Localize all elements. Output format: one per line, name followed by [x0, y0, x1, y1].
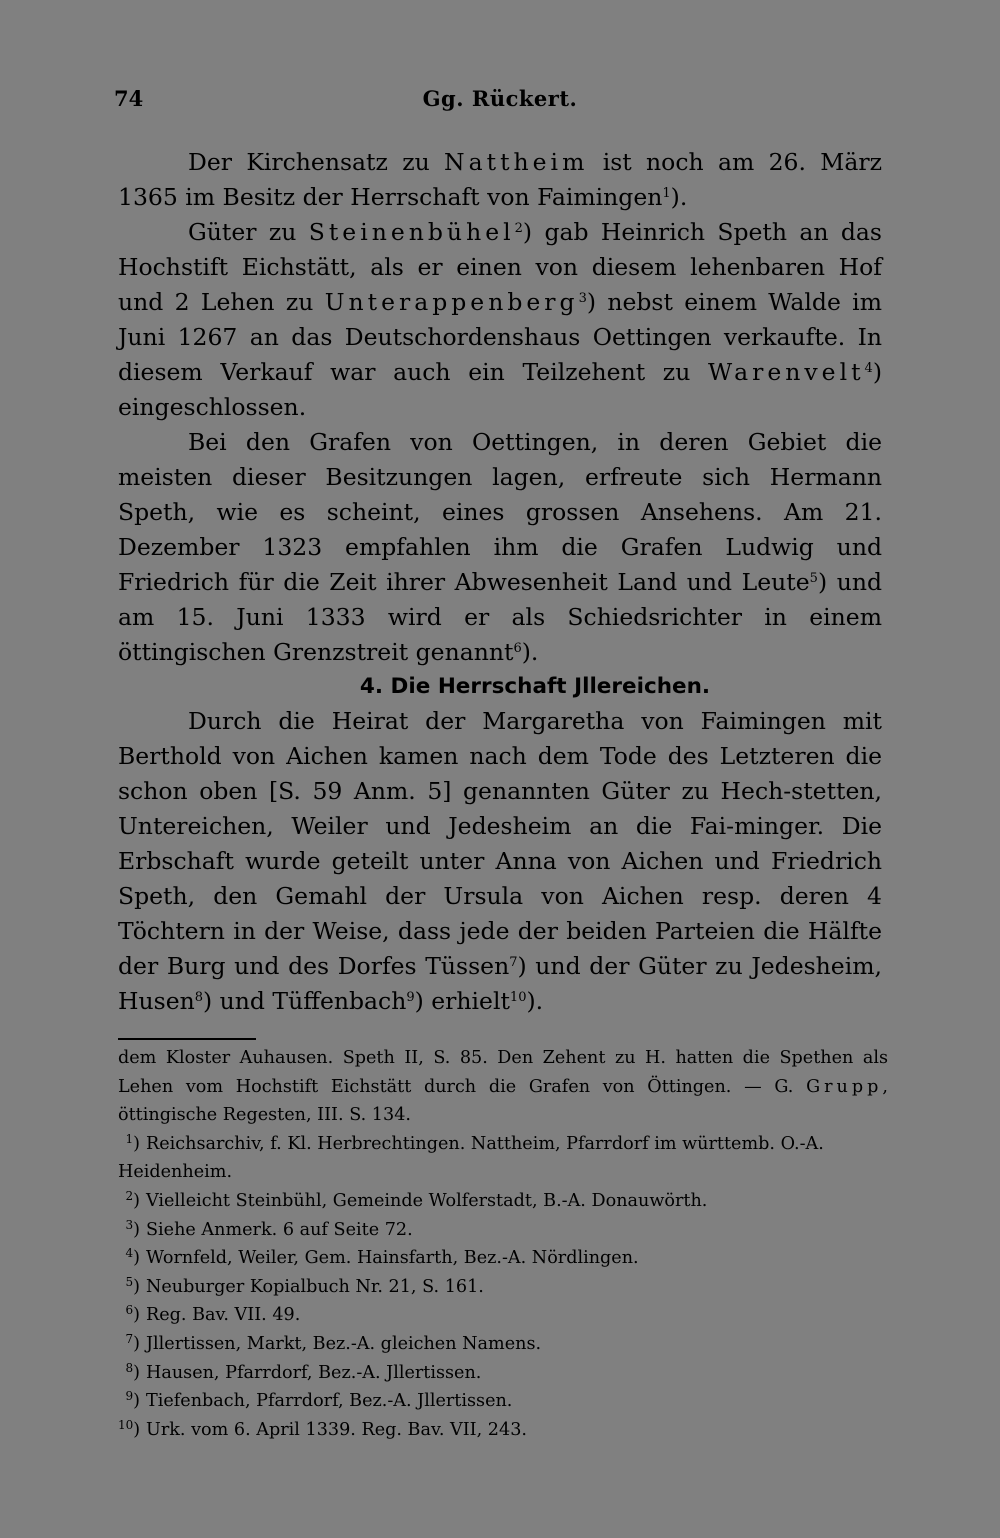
main-text: [118, 145, 882, 1019]
footnote: $^3$) Siehe Anmerk. 6 auf Seite 72.: [125, 1217, 413, 1240]
footnote-number: 8: [125, 1360, 134, 1375]
section-heading: 4. Die Herrschaft Jllereichen.: [359, 674, 711, 699]
footnote-number: 7: [125, 1331, 134, 1346]
footnote: $^8$) Hausen, Pfarrdorf, Bez.-A. Jllertissen.: [125, 1360, 482, 1383]
paragraph: Güter zu Steinenbühel$^2$) gab Heinrich Speth an das Hochstift Eichstätt, als er einen von diesem lehenbaren Hof und 2 Lehen zu Unterappenberg$^3$) nebst einem Walde im Juni 1267 an das Deutschordenshaus Oettingen verkaufte. In diesem Verkauf war auch ein Teilzehent zu Warenvelt$^4$) eingeschlossen.: [118, 218, 882, 421]
footnote-number: 3: [125, 1217, 134, 1232]
footnotes: [118, 1044, 888, 1444]
footnote-number: 4: [125, 1246, 134, 1261]
running-head: [114, 86, 882, 118]
footnote-ref: 9: [406, 990, 415, 1005]
place-name: Warenvelt: [708, 358, 865, 386]
place-name: Steinenbühel: [308, 218, 515, 246]
footnote: $^5$) Neuburger Kopialbuch Nr. 21, S. 161.: [125, 1274, 484, 1297]
running-head-author: Gg. Rückert.: [422, 86, 578, 111]
footnote: $^7$) Jllertissen, Markt, Bez.-A. gleichen Namens.: [125, 1331, 542, 1354]
footnote-ref: 7: [509, 955, 518, 970]
footnote-text: Neuburger Kopialbuch Nr. 21, S. 161.: [146, 1276, 484, 1297]
paragraph: Durch die Heirat der Margaretha von Faimingen mit Berthold von Aichen kamen nach dem Tode des Letzteren die schon oben [S. 59 Anm. 5] genannten Güter zu Hech-stetten, Untereichen, Weiler und Jedesheim an die Fai-minger. Die Erbschaft wurde geteilt unter Anna von Aichen und Friedrich Speth, den Gemahl der Ursula von Aichen resp. deren 4 Töchtern in der Weise, dass jede der beiden Parteien die Hälfte der Burg und des Dorfes Tüssen$^7$) und der Güter zu Jedesheim, Husen$^8$) und Tüffenbach$^9$) erhielt$^{10}$).: [118, 707, 882, 1015]
footnote-text: Jllertissen, Markt, Bez.-A. gleichen Namens.: [146, 1333, 542, 1354]
footnote-text: Tiefenbach, Pfarrdorf, Bez.-A. Jllertissen.: [146, 1391, 513, 1412]
footnote: $^4$) Wornfeld, Weiler, Gem. Hainsfarth, Bez.-A. Nördlingen.: [125, 1246, 639, 1269]
footnote: $^{10}$) Urk. vom 6. April 1339. Reg. Bav. VII, 243.: [118, 1417, 527, 1440]
author-name: Grupp: [806, 1076, 883, 1097]
footnote-divider: [118, 1038, 256, 1040]
paragraph: Bei den Grafen von Oettingen, in deren Gebiet die meisten dieser Besitzungen lagen, erfreute sich Hermann Speth, wie es scheint, eines grossen Ansehens. Am 21. Dezember 1323 empfahlen ihm die Grafen Ludwig und Friedrich für die Zeit ihrer Abwesenheit Land und Leute$^5$) und am 15. Juni 1333 wird er als Schiedsrichter in einem öttingischen Grenzstreit genannt$^6$).: [118, 428, 883, 666]
footnote-ref: 10: [509, 990, 527, 1005]
footnote-ref: 2: [514, 221, 523, 236]
footnote-number: 6: [125, 1303, 134, 1318]
footnote: $^1$) Reichsarchiv, f. Kl. Herbrechtingen. Nattheim, Pfarrdorf im württemb. O.-A. Heidenheim.: [118, 1131, 824, 1183]
footnote-text: Vielleicht Steinbühl, Gemeinde Wolferstadt, B.-A. Donauwörth.: [146, 1190, 708, 1211]
footnote-number: 9: [125, 1389, 134, 1404]
footnote-number: 1: [125, 1131, 134, 1146]
paragraph: Der Kirchensatz zu Nattheim ist noch am 26. März 1365 im Besitz der Herrschaft von Faimingen$^1$).: [118, 148, 882, 211]
place-name: Unterappenberg: [324, 288, 579, 316]
footnote: $^9$) Tiefenbach, Pfarrdorf, Bez.-A. Jllertissen.: [125, 1389, 513, 1412]
place-name: Nattheim: [444, 148, 589, 176]
footnote-ref: 6: [513, 641, 522, 656]
footnote: $^6$) Reg. Bav. VII. 49.: [125, 1303, 301, 1326]
footnote-number: 10: [118, 1417, 134, 1432]
book-page: [114, 0, 888, 1538]
footnote-text: Wornfeld, Weiler, Gem. Hainsfarth, Bez.-A. Nördlingen.: [146, 1248, 639, 1269]
footnote-ref: 3: [578, 291, 587, 306]
footnote-text: Urk. vom 6. April 1339. Reg. Bav. VII, 243.: [146, 1419, 527, 1440]
footnote-text: Hausen, Pfarrdorf, Bez.-A. Jllertissen.: [146, 1362, 482, 1383]
footnote: $^2$) Vielleicht Steinbühl, Gemeinde Wolferstadt, B.-A. Donauwörth.: [125, 1188, 708, 1211]
footnote-text: Reg. Bav. VII. 49.: [146, 1305, 301, 1326]
page-number: 74: [114, 86, 144, 111]
footnote-number: 2: [125, 1188, 134, 1203]
footnote-ref: 1: [662, 186, 671, 201]
footnote-ref: 8: [194, 990, 204, 1005]
footnote-continuation: dem Kloster Auhausen. Speth II, S. 85. Den Zehent zu H. hatten die Spethen als Lehen vom Hochstift Eichstätt durch die Grafen von Öttingen. — G. Grupp, öttingische Regesten, III. S. 134.: [118, 1048, 888, 1126]
footnote-number: 5: [125, 1274, 134, 1289]
footnote-text: Siehe Anmerk. 6 auf Seite 72.: [146, 1219, 413, 1240]
footnote-text: Reichsarchiv, f. Kl. Herbrechtingen. Nattheim, Pfarrdorf im württemb. O.-A. Heidenheim.: [118, 1133, 824, 1183]
footnote-ref: 5: [809, 571, 818, 586]
footnote-ref: 4: [864, 361, 873, 376]
